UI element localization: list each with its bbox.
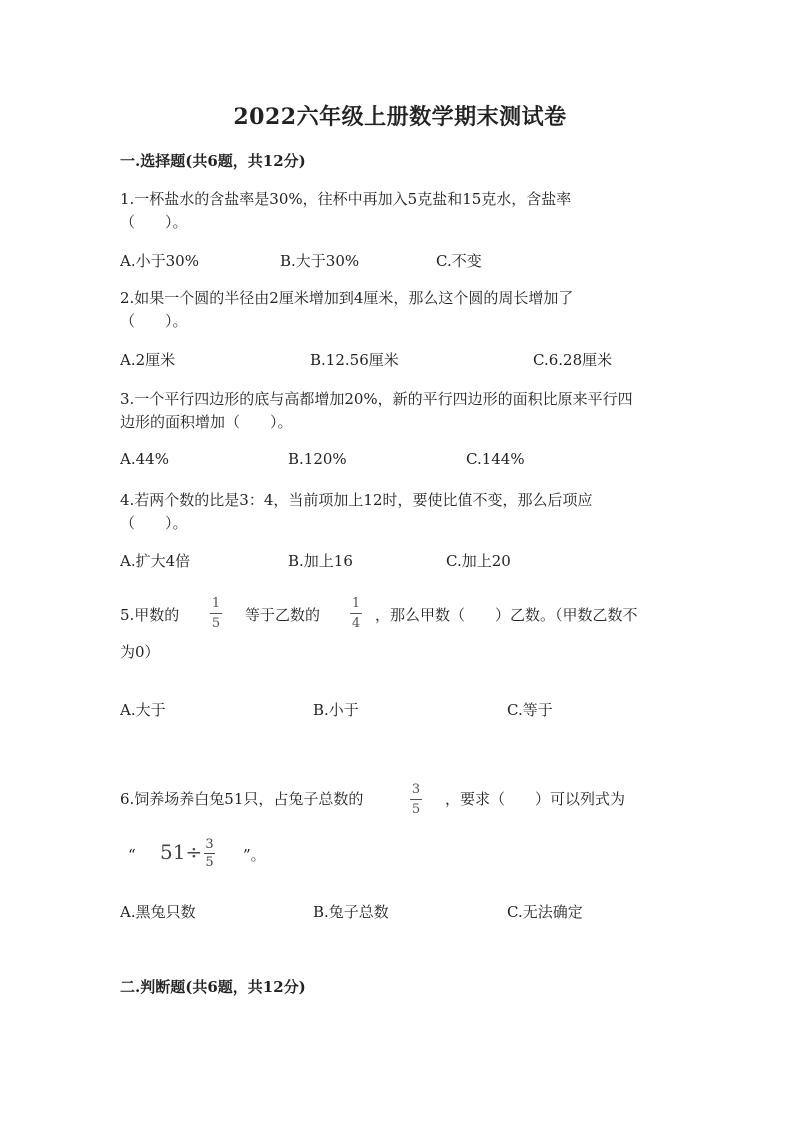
quote-open: “	[128, 846, 136, 864]
question-1-text: 1.一杯盐水的含盐率是30%，往杯中再加入5克盐和15克水，含盐率	[120, 190, 572, 208]
question-4-text: 4.若两个数的比是3：4，当前项加上12时，要使比值不变，那么后项应	[120, 491, 593, 509]
question-6-text-end: ，要求（ ）可以列式为	[445, 790, 626, 808]
question-5-option-c: C.等于	[507, 701, 553, 719]
question-5-text-end: ，那么甲数（ ）乙数。（甲数乙数不	[375, 606, 638, 624]
fraction-numerator: 3	[411, 782, 421, 797]
question-5-option-a: A.大于	[120, 701, 166, 719]
question-2-blank: （ ）。	[120, 312, 188, 330]
question-2-option-c: C.6.28厘米	[533, 351, 613, 369]
question-1-option-a: A.小于30%	[120, 252, 199, 270]
question-4-option-b: B.加上16	[288, 552, 353, 570]
question-5-text-cont: 为0）	[120, 643, 160, 661]
fraction-bar	[210, 613, 222, 614]
question-3-option-b: B.120%	[288, 450, 347, 468]
question-6-text-start: 6.饲养场养白兔51只，占兔子总数的	[120, 790, 364, 808]
question-3-text-cont: 边形的面积增加（ ）。	[120, 413, 293, 431]
fraction-bar	[204, 853, 215, 854]
fraction-bar	[350, 613, 362, 614]
question-3-option-c: C.144%	[466, 450, 525, 468]
question-4-blank: （ ）。	[120, 514, 188, 532]
question-6-option-b: B.兔子总数	[313, 903, 389, 921]
fraction-numerator: 1	[211, 596, 221, 611]
question-1-blank: （ ）。	[120, 213, 188, 231]
question-3-option-a: A.44%	[120, 450, 169, 468]
fraction-one-fourth	[350, 597, 362, 630]
question-6-option-a: A.黑兔只数	[120, 903, 196, 921]
question-4-option-a: A.扩大4倍	[120, 552, 191, 570]
fraction-bar	[410, 799, 422, 800]
question-2-text: 2.如果一个圆的半径由2厘米增加到4厘米，那么这个圆的周长增加了	[120, 289, 574, 307]
expression-division: 51÷	[160, 840, 203, 864]
section-heading-choice: 一.选择题(共6题，共12分)	[120, 152, 306, 170]
question-5-text-mid: 等于乙数的	[245, 606, 321, 624]
fraction-denominator: 5	[411, 802, 421, 817]
fraction-denominator: 5	[211, 616, 221, 631]
fraction-denominator: 4	[351, 616, 361, 631]
fraction-denominator: 5	[205, 855, 214, 870]
question-5-option-b: B.小于	[313, 701, 359, 719]
fraction-numerator: 3	[205, 837, 214, 852]
question-3-text: 3.一个平行四边形的底与高都增加20%，新的平行四边形的面积比原来平行四	[120, 390, 633, 408]
question-6-option-c: C.无法确定	[507, 903, 583, 921]
question-1-option-b: B.大于30%	[280, 252, 360, 270]
question-5-text-start: 5.甲数的	[120, 606, 180, 624]
expression-fraction	[204, 838, 215, 869]
quote-close: ”。	[243, 846, 266, 864]
fraction-one-fifth	[210, 597, 222, 630]
section-heading-judgment: 二.判断题(共6题，共12分)	[120, 978, 306, 996]
fraction-three-fifths	[410, 783, 422, 816]
page-title: 2022六年级上册数学期末测试卷	[233, 104, 567, 130]
question-4-option-c: C.加上20	[446, 552, 511, 570]
question-1-option-c: C.不变	[436, 252, 482, 270]
question-2-option-a: A.2厘米	[120, 351, 176, 369]
fraction-numerator: 1	[351, 596, 361, 611]
question-2-option-b: B.12.56厘米	[310, 351, 399, 369]
